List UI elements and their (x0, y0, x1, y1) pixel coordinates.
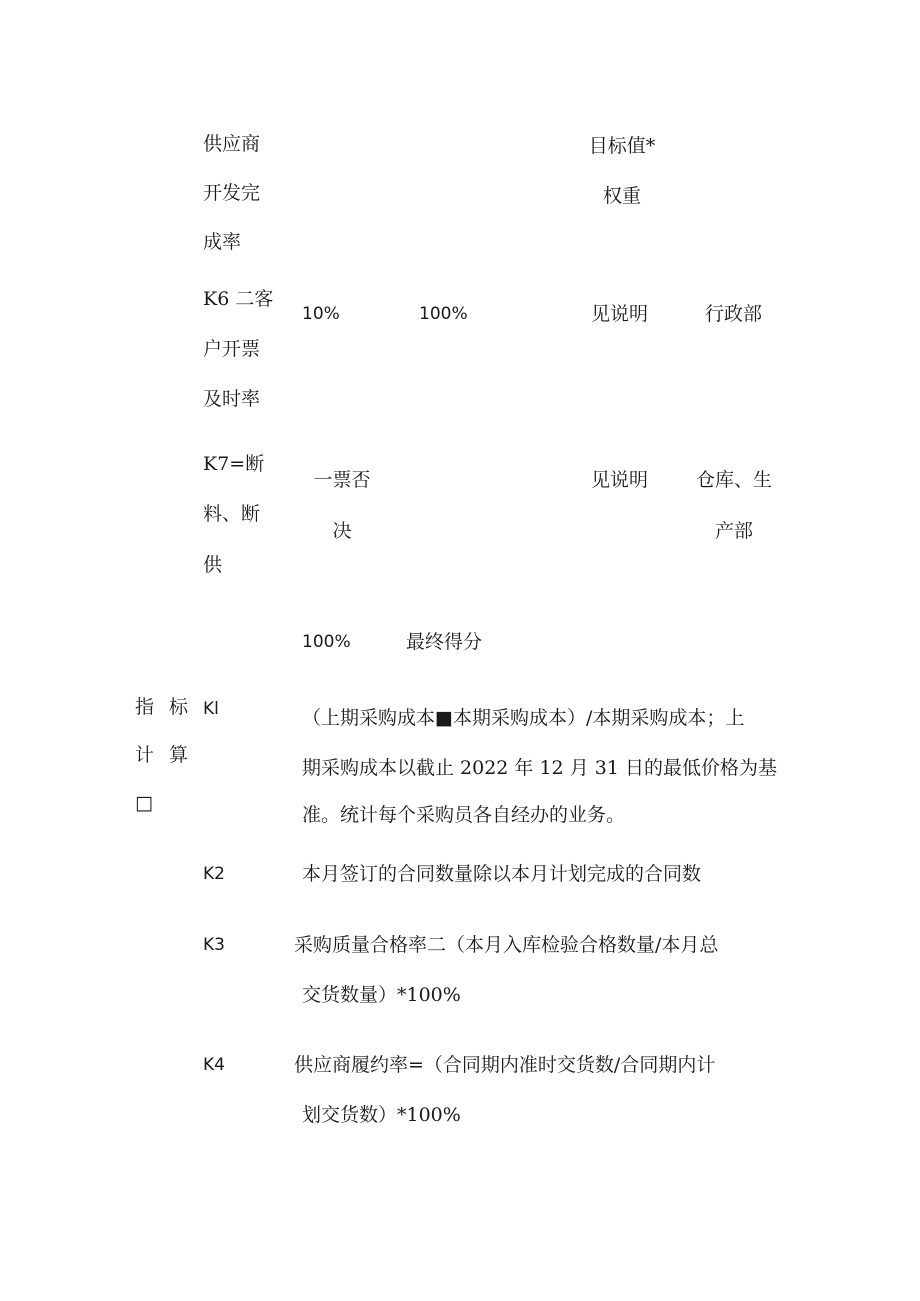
k7-name-line-1: K7=断 (203, 453, 265, 475)
k7-name-line-3: 供 (203, 554, 223, 576)
k7-weight-line-2: 决 (332, 520, 352, 542)
k1-formula-line-2: 期采购成本以截止 2022 年 12 月 31 日的最低价格为基 (302, 757, 777, 779)
k3-formula-line-2: 交货数量）*100% (302, 984, 461, 1006)
k6-weight: 10% (302, 304, 340, 324)
k6-department: 行政部 (705, 303, 763, 325)
k6-name-line-1: K6 二客 (203, 288, 274, 310)
k5-formula-line-2: 权重 (602, 185, 641, 207)
k3-formula-line-1: 采购质量合格率二（本月入库检验合格数量/本月总 (294, 934, 719, 956)
k6-name-line-3: 及时率 (203, 388, 261, 410)
total-weight: 100% (302, 632, 351, 652)
k7-formula: 见说明 (591, 469, 649, 491)
k7-name-line-2: 料、断 (203, 503, 261, 525)
k6-name-line-2: 户开票 (203, 338, 261, 360)
k3-code: K3 (203, 935, 225, 955)
calc-label-char-2: 标 (169, 696, 189, 718)
k4-formula-line-1: 供应商履约率=（合同期内准时交货数/合同期内计 (294, 1054, 716, 1076)
k7-department-line-2: 产部 (714, 520, 753, 542)
k5-name-line-3: 成率 (203, 231, 242, 253)
final-score-label: 最终得分 (406, 631, 483, 653)
k5-formula-line-1: 目标值* (588, 135, 656, 157)
k4-code: K4 (203, 1055, 225, 1075)
k1-code: Kl (203, 699, 219, 719)
calc-label-char-3: 计 (135, 744, 155, 766)
k6-formula: 见说明 (591, 303, 649, 325)
k7-weight-line-1: 一票否 (313, 469, 371, 491)
k1-formula-line-1: （上期采购成本■本期采购成本）/本期采购成本；上 (302, 707, 745, 729)
k6-target: 100% (419, 304, 468, 324)
calc-label-box: □ (135, 792, 153, 814)
k4-formula-line-2: 划交货数）*100% (302, 1104, 461, 1126)
calc-label-char-4: 算 (169, 744, 189, 766)
calc-label-char-1: 指 (135, 696, 155, 718)
k2-code: K2 (203, 864, 225, 884)
k7-department-line-1: 仓库、生 (695, 469, 772, 491)
k5-name-line-1: 供应商 (203, 133, 261, 155)
k5-name-line-2: 开发完 (203, 182, 261, 204)
k1-formula-line-3: 准。统计每个采购员各自经办的业务。 (302, 804, 626, 826)
k2-formula-line-1: 本月签订的合同数量除以本月计划完成的合同数 (302, 863, 702, 885)
